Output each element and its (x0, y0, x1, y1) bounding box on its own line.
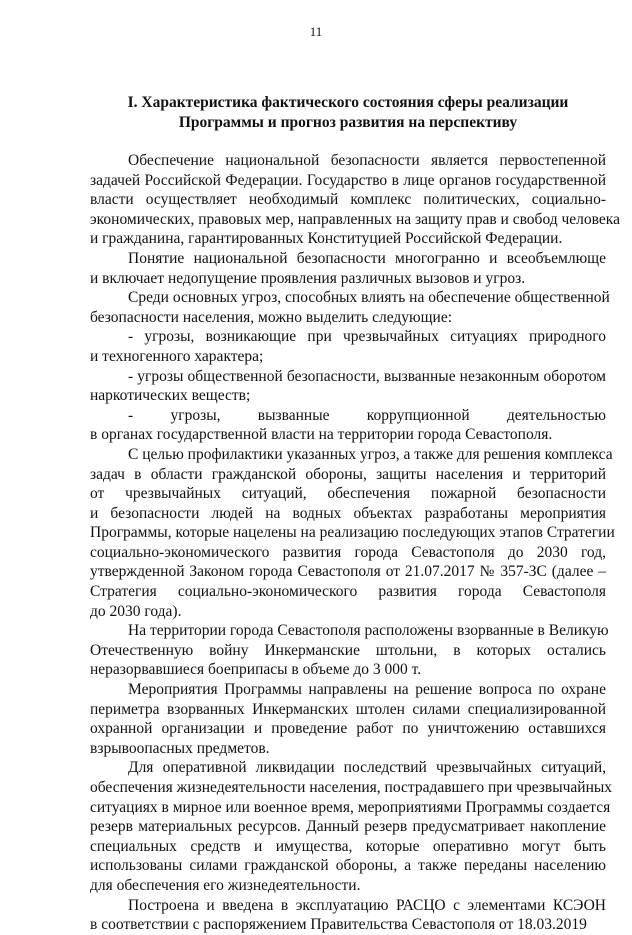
paragraph-line: в соответствии с распоряжением Правительства Севастополя от 18.03.2019 (90, 916, 587, 934)
paragraph-line: ситуациях в мирное или военное время, мероприятиями Программы создается (90, 798, 611, 816)
paragraph-line: Программы, которые нацелены на реализацию последующих этапов Стратегии (90, 524, 615, 542)
paragraph-line: Стратегия социально-экономического развития города Севастополя (90, 583, 606, 601)
paragraph-line: - угрозы, возникающие при чрезвычайных ситуациях природного (128, 328, 606, 346)
paragraph-line: Среди основных угроз, способных влиять на обеспечение общественной (128, 289, 610, 307)
paragraph-line: Мероприятия Программы направлены на решение вопроса по охране (128, 681, 606, 699)
paragraph-line: и безопасности людей на водных объектах разработаны мероприятия (90, 504, 606, 522)
paragraph-line: социально-экономического развития города Севастополя до 2030 год, (90, 543, 606, 561)
paragraph-line: С целью профилактики указанных угроз, а также для решения комплекса (128, 445, 613, 463)
paragraph (90, 896, 606, 935)
paragraph (90, 758, 613, 895)
paragraph (90, 680, 606, 758)
paragraph-line: Отечественную войну Инкерманские штольни, в которых остались (90, 641, 606, 659)
paragraph (90, 621, 609, 680)
paragraph-line: обеспечения жизнедеятельности населения, пострадавшего при чрезвычайных (90, 779, 613, 796)
paragraph-line: до 2030 года). (90, 602, 182, 620)
paragraph (90, 151, 620, 249)
paragraph-line: На территории города Севастополя расположены взорванные в Великую (128, 622, 609, 640)
body-text (90, 151, 620, 935)
paragraph-line: - угрозы общественной безопасности, вызванные незаконным оборотом (128, 367, 606, 385)
paragraph (90, 445, 615, 621)
paragraph-line: и включает недопущение проявления различных вызовов и угроз. (90, 269, 526, 287)
paragraph (90, 249, 606, 288)
paragraph-line: безопасности населения, можно выделить следующие: (90, 308, 453, 326)
paragraph-line: для обеспечения его жизнедеятельности. (90, 876, 361, 894)
paragraph-line: резерв материальных ресурсов. Данный резерв предусматривает накопление (90, 818, 606, 836)
paragraph-line: в органах государственной власти на территории города Севастополя. (90, 426, 553, 444)
paragraph-line: взрывоопасных предметов. (90, 739, 270, 757)
paragraph-line: использованы силами гражданской обороны, а также переданы населению (90, 857, 606, 875)
paragraph (90, 327, 606, 366)
page-number: 11 (309, 24, 323, 39)
paragraph-line: задачей Российской Федерации. Государство в лице органов государственной (90, 171, 606, 189)
paragraph-line: Построена и введена в эксплуатацию РАСЦО с элементами КСЭОН (128, 896, 606, 914)
paragraph (90, 406, 606, 445)
heading-line-2: Программы и прогноз развития на перспективу (178, 114, 518, 131)
paragraph-line: Понятие национальной безопасности многогранно и всеобъемлюще (128, 249, 606, 267)
paragraph-line: охранной организации и проведение работ по уничтожению оставшихся (90, 720, 606, 738)
paragraph (90, 367, 606, 406)
paragraph-line: - угрозы, вызванные коррупционной деятельностью (128, 406, 606, 424)
paragraph-line: и гражданина, гарантированных Конституцией Российской Федерации. (90, 230, 563, 248)
paragraph-line: наркотических веществ; (90, 387, 251, 405)
paragraph-line: и техногенного характера; (90, 347, 264, 365)
paragraph-line: неразорвавшиеся боеприпасы в объеме до 3 000 т. (90, 661, 422, 679)
paragraph-line: Обеспечение национальной безопасности является первостепенной (128, 152, 606, 169)
paragraph-line: экономических, правовых мер, направленных на защиту прав и свобод человека (90, 210, 620, 228)
paragraph-line: специальных средств и имущества, которые оперативно могут быть (90, 837, 606, 855)
heading-line-1: I. Характеристика фактического состояния сферы реализации (127, 94, 569, 111)
paragraph-line: утвержденной Законом города Севастополя от 21.07.2017 № 357-ЗС (далее – (90, 563, 606, 581)
paragraph-line: от чрезвычайных ситуаций, обеспечения пожарной безопасности (90, 485, 606, 503)
section-heading (90, 93, 606, 133)
paragraph (90, 288, 610, 327)
paragraph-line: задач в области гражданской обороны, защиты населения и территорий (90, 465, 606, 483)
paragraph-line: Для оперативной ликвидации последствий чрезвычайных ситуаций, (128, 759, 606, 777)
paragraph-line: власти осуществляет необходимый комплекс политических, социально- (90, 191, 606, 209)
paragraph-line: периметра взорванных Инкерманских штолен силами специализированной (90, 700, 606, 718)
